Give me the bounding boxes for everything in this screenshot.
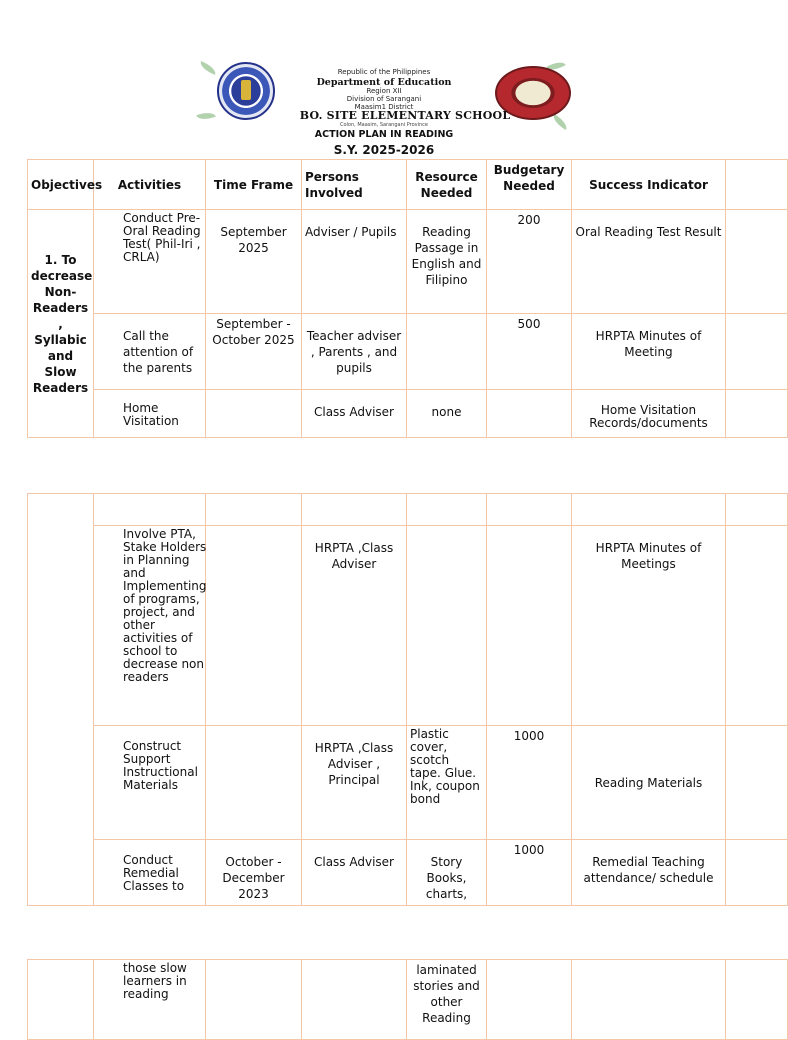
header-time-frame: Time Frame	[206, 160, 302, 210]
objective-cell	[28, 960, 94, 1040]
persons-cell: Teacher adviser , Parents , and pupils	[302, 314, 407, 390]
budget-cell: 200	[487, 210, 572, 314]
objective-cell	[28, 494, 94, 906]
persons-cell: Class Adviser	[302, 840, 407, 906]
district-line: Maasim1 District	[354, 103, 414, 111]
table-row	[28, 390, 788, 438]
success-indicator-cell: Remedial Teaching attendance/ schedule	[572, 840, 726, 906]
school-name: BO. SITE ELEMENTARY SCHOOL	[299, 109, 511, 122]
resource-cell: Plastic cover, scotch tape. Glue. Ink, coupon bond	[407, 726, 487, 840]
header-success-indicator: Success Indicator	[572, 160, 726, 210]
table-row	[28, 494, 788, 526]
time-frame-cell	[206, 726, 302, 840]
school-address: Colon, Maasim, Sarangani Province	[339, 122, 429, 128]
budget-cell: 1000	[487, 840, 572, 906]
division-line: Division of Sarangani	[346, 95, 422, 103]
header-persons-involved: Persons Involved	[302, 160, 407, 210]
resource-cell	[407, 494, 487, 526]
budget-cell: 500	[487, 314, 572, 390]
budget-cell	[487, 960, 572, 1040]
success-indicator-cell: Oral Reading Test Result	[572, 210, 726, 314]
checkbox-bullet-icon	[109, 212, 123, 264]
budget-cell	[487, 494, 572, 526]
region-line: Region XII	[366, 87, 402, 95]
budget-cell	[487, 526, 572, 726]
table-row	[28, 960, 788, 1040]
checkbox-bullet-icon	[109, 740, 123, 792]
persons-cell: Adviser / Pupils	[302, 210, 407, 314]
resource-cell	[407, 526, 487, 726]
checkbox-bullet-icon	[109, 328, 123, 376]
checkbox-bullet-icon	[109, 528, 123, 684]
letterhead	[195, 60, 573, 130]
blank-cell	[726, 960, 788, 1040]
header-budgetary-needed: Budgetary Needed	[487, 160, 572, 210]
resource-cell: none	[407, 390, 487, 438]
success-indicator-cell: HRPTA Minutes of Meeting	[572, 314, 726, 390]
header-resource-needed: Resource Needed	[407, 160, 487, 210]
document-title: ACTION PLAN IN READING	[314, 129, 454, 140]
resource-cell	[407, 314, 487, 390]
activity-cell: Call the attention of the parents	[94, 314, 206, 390]
checkbox-bullet-icon	[109, 854, 123, 893]
time-frame-cell	[206, 526, 302, 726]
time-frame-cell: October - December 2023	[206, 840, 302, 906]
success-indicator-cell	[572, 960, 726, 1040]
persons-cell	[302, 960, 407, 1040]
blank-cell	[726, 840, 788, 906]
activity-cell	[94, 494, 206, 526]
blank-cell	[726, 390, 788, 438]
success-indicator-cell: HRPTA Minutes of Meetings	[572, 526, 726, 726]
action-plan-table-page2	[27, 493, 788, 906]
header-objectives: Objectives	[28, 160, 94, 210]
time-frame-cell: September - October 2025	[206, 314, 302, 390]
persons-cell	[302, 494, 407, 526]
success-indicator-cell: Home Visitation Records/documents	[572, 390, 726, 438]
persons-cell: HRPTA ,Class Adviser	[302, 526, 407, 726]
school-year: S.Y. 2025-2026	[333, 143, 435, 157]
resource-cell: Reading Passage in English and Filipino	[407, 210, 487, 314]
table-row	[28, 210, 788, 314]
activity-cell: Involve PTA, Stake Holders in Planning and Implementing of programs, project, and other activities of school to decrease non readers	[94, 526, 206, 726]
table-header-row	[28, 160, 788, 210]
blank-cell	[726, 210, 788, 314]
success-indicator-cell	[572, 494, 726, 526]
persons-cell: Class Adviser	[302, 390, 407, 438]
budget-cell: 1000	[487, 726, 572, 840]
time-frame-cell: September 2025	[206, 210, 302, 314]
activity-cell: Home Visitation	[94, 390, 206, 438]
leaf-ornament	[196, 109, 216, 123]
table-row	[28, 726, 788, 840]
activity-cell: Construct Support Instructional Materials	[94, 726, 206, 840]
activity-cell: Conduct Pre-Oral Reading Test( Phil-Iri , CRLA)	[94, 210, 206, 314]
activity-cell: Conduct Remedial Classes to	[94, 840, 206, 906]
table-row	[28, 314, 788, 390]
action-plan-table-page3	[27, 959, 788, 1040]
blank-cell	[726, 726, 788, 840]
checkbox-bullet-icon	[109, 402, 123, 428]
table-row	[28, 840, 788, 906]
header-activities: Activities	[94, 160, 206, 210]
blank-cell	[726, 314, 788, 390]
table-row	[28, 526, 788, 726]
action-plan-table-page1	[27, 159, 788, 438]
budget-cell	[487, 390, 572, 438]
time-frame-cell	[206, 390, 302, 438]
time-frame-cell	[206, 494, 302, 526]
department-line: Department of Education	[316, 77, 452, 88]
activity-cell: those slow learners in reading	[94, 960, 206, 1040]
header-blank	[726, 160, 788, 210]
resource-cell: Story Books, charts,	[407, 840, 487, 906]
persons-cell: HRPTA ,Class Adviser , Principal	[302, 726, 407, 840]
blank-cell	[726, 526, 788, 726]
resource-cell: laminated stories and other Reading	[407, 960, 487, 1040]
republic-line: Republic of the Philippines	[337, 68, 431, 76]
success-indicator-cell: Reading Materials	[572, 726, 726, 840]
time-frame-cell	[206, 960, 302, 1040]
objective-cell: 1. To decrease Non-Readers , Syllabic and Slow Readers	[28, 210, 94, 438]
blank-cell	[726, 494, 788, 526]
